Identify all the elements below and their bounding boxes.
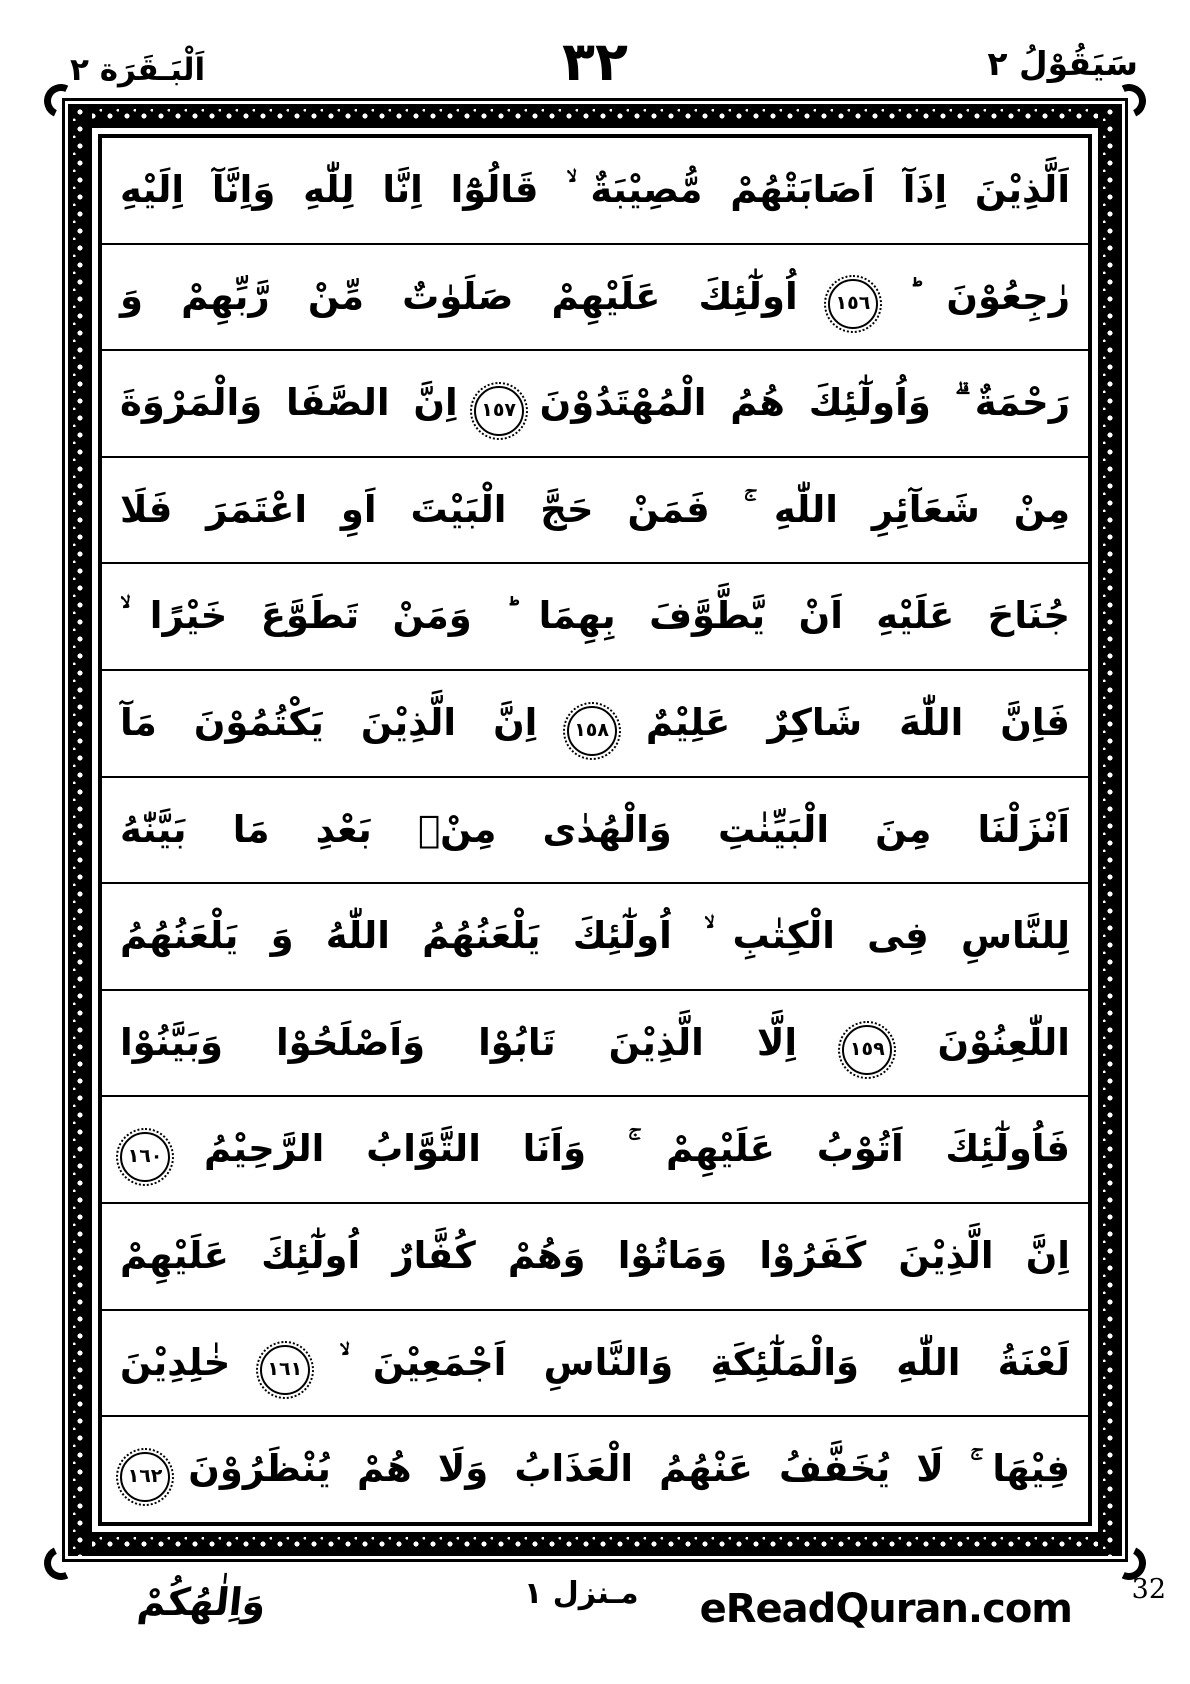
quran-line-row xyxy=(102,991,1088,1098)
quran-line-row xyxy=(102,245,1088,352)
manzil-label: مـنزل ١ xyxy=(523,1576,639,1611)
quran-line-row xyxy=(102,778,1088,885)
quran-line-row xyxy=(102,1417,1088,1522)
ayah-text: لِلنَّاسِ فِى الْكِتٰبِ ۙ اُولٰٓئِكَ يَلْعَنُهُمُ اللّٰهُ وَ يَلْعَنُهُمُ xyxy=(120,914,1070,958)
page-number-arabic: ٣٢ xyxy=(562,30,628,93)
catchword: وَاِلٰهُكُمْ xyxy=(135,1580,269,1624)
brand-label: eReadQuran.com xyxy=(699,1586,1072,1632)
quran-text-rows xyxy=(98,134,1092,1526)
page-number: 32 xyxy=(1131,1574,1166,1605)
quran-line-row xyxy=(102,458,1088,565)
border-ornament-left xyxy=(68,104,92,1556)
ayah-number-medallion: ١٥٨ xyxy=(567,706,617,756)
ayah-number-medallion: ١٦١ xyxy=(260,1345,310,1395)
ayah-text: اَنْزَلْنَا مِنَ الْبَيِّنٰتِ وَالْهُدٰى مِنْۢ بَعْدِ مَا بَيَّنّٰهُ xyxy=(120,807,1070,851)
quran-line-row xyxy=(102,1097,1088,1204)
quran-line-row xyxy=(102,564,1088,671)
quran-line-row xyxy=(102,1311,1088,1418)
quran-line-row xyxy=(102,351,1088,458)
ayah-text: خٰلِدِيْنَ xyxy=(120,1340,231,1384)
ayah-text: فَاُولٰٓئِكَ اَتُوْبُ عَلَيْهِمْ ۚ وَاَنَا التَّوَّابُ الرَّحِيْمُ xyxy=(203,1127,1070,1171)
ayah-text: اِلَّا الَّذِيْنَ تَابُوْا وَاَصْلَحُوْا وَبَيَّنُوْا xyxy=(120,1020,798,1064)
juz-label: سَيَقُوْلُ ٢ xyxy=(987,44,1138,83)
border-ornament-bottom xyxy=(68,1532,1122,1556)
surah-label: اَلْبَـقَرَة ٢ xyxy=(70,52,206,88)
ayah-text: اِنَّ الصَّفَا وَالْمَرْوَةَ xyxy=(120,381,458,425)
ayah-text: فِيْهَا ۚ لَا يُخَفَّفُ عَنْهُمُ الْعَذَابُ وَلَا هُمْ يُنْظَرُوْنَ xyxy=(188,1447,1070,1491)
ayah-text: اِنَّ الَّذِيْنَ كَفَرُوْا وَمَاتُوْا وَهُمْ كُفَّارٌ اُولٰٓئِكَ عَلَيْهِمْ xyxy=(120,1234,1070,1278)
ayah-text: اللّٰعِنُوْنَ xyxy=(937,1020,1070,1064)
quran-line-row xyxy=(102,884,1088,991)
quran-line-row xyxy=(102,671,1088,778)
border-ornament-top xyxy=(68,104,1122,128)
quran-line-row xyxy=(102,138,1088,245)
quran-line-row xyxy=(102,1204,1088,1311)
ayah-text: فَاِنَّ اللّٰهَ شَاكِرٌ عَلِيْمٌ xyxy=(645,701,1071,745)
ayah-text: اِنَّ الَّذِيْنَ يَكْتُمُوْنَ مَآ xyxy=(120,701,538,745)
ayah-text: اُولٰٓئِكَ عَلَيْهِمْ صَلَوٰتٌ مِّنْ رَّبِّهِمْ وَ xyxy=(120,274,798,318)
ayah-number-medallion: ١٦٠ xyxy=(120,1132,170,1182)
ayah-text: مِنْ شَعَآئِرِ اللّٰهِ ۚ فَمَنْ حَجَّ الْبَيْتَ اَوِ اعْتَمَرَ فَلَا xyxy=(120,487,1070,531)
ayah-text: رٰجِعُوْنَ ؕ xyxy=(908,274,1070,318)
ayah-text: اَلَّذِيْنَ اِذَآ اَصَابَتْهُمْ مُّصِيْبَةٌ ۙ قَالُوْٓا اِنَّا لِلّٰهِ وَاِنَّآ اِلَيْهِ xyxy=(120,168,1070,211)
ayah-number-medallion: ١٥٦ xyxy=(828,279,878,329)
ayah-text: جُنَاحَ عَلَيْهِ اَنْ يَّطَّوَّفَ بِهِمَا ؕ وَمَنْ تَطَوَّعَ خَيْرًا ۙ xyxy=(120,594,1070,638)
ayah-text: لَعْنَةُ اللّٰهِ وَالْمَلٰٓئِكَةِ وَالنَّاسِ اَجْمَعِيْنَ ۙ xyxy=(339,1340,1070,1384)
ayah-number-medallion: ١٦٢ xyxy=(120,1452,170,1502)
border-ornament-right xyxy=(1098,104,1122,1556)
ornamental-frame xyxy=(62,98,1128,1562)
ayah-number-medallion: ١٥٩ xyxy=(842,1025,892,1075)
ayah-number-medallion: ١٥٧ xyxy=(474,386,524,436)
ayah-text: رَحْمَةٌ ۗ وَاُولٰٓئِكَ هُمُ الْمُهْتَدُوْنَ xyxy=(539,381,1070,425)
